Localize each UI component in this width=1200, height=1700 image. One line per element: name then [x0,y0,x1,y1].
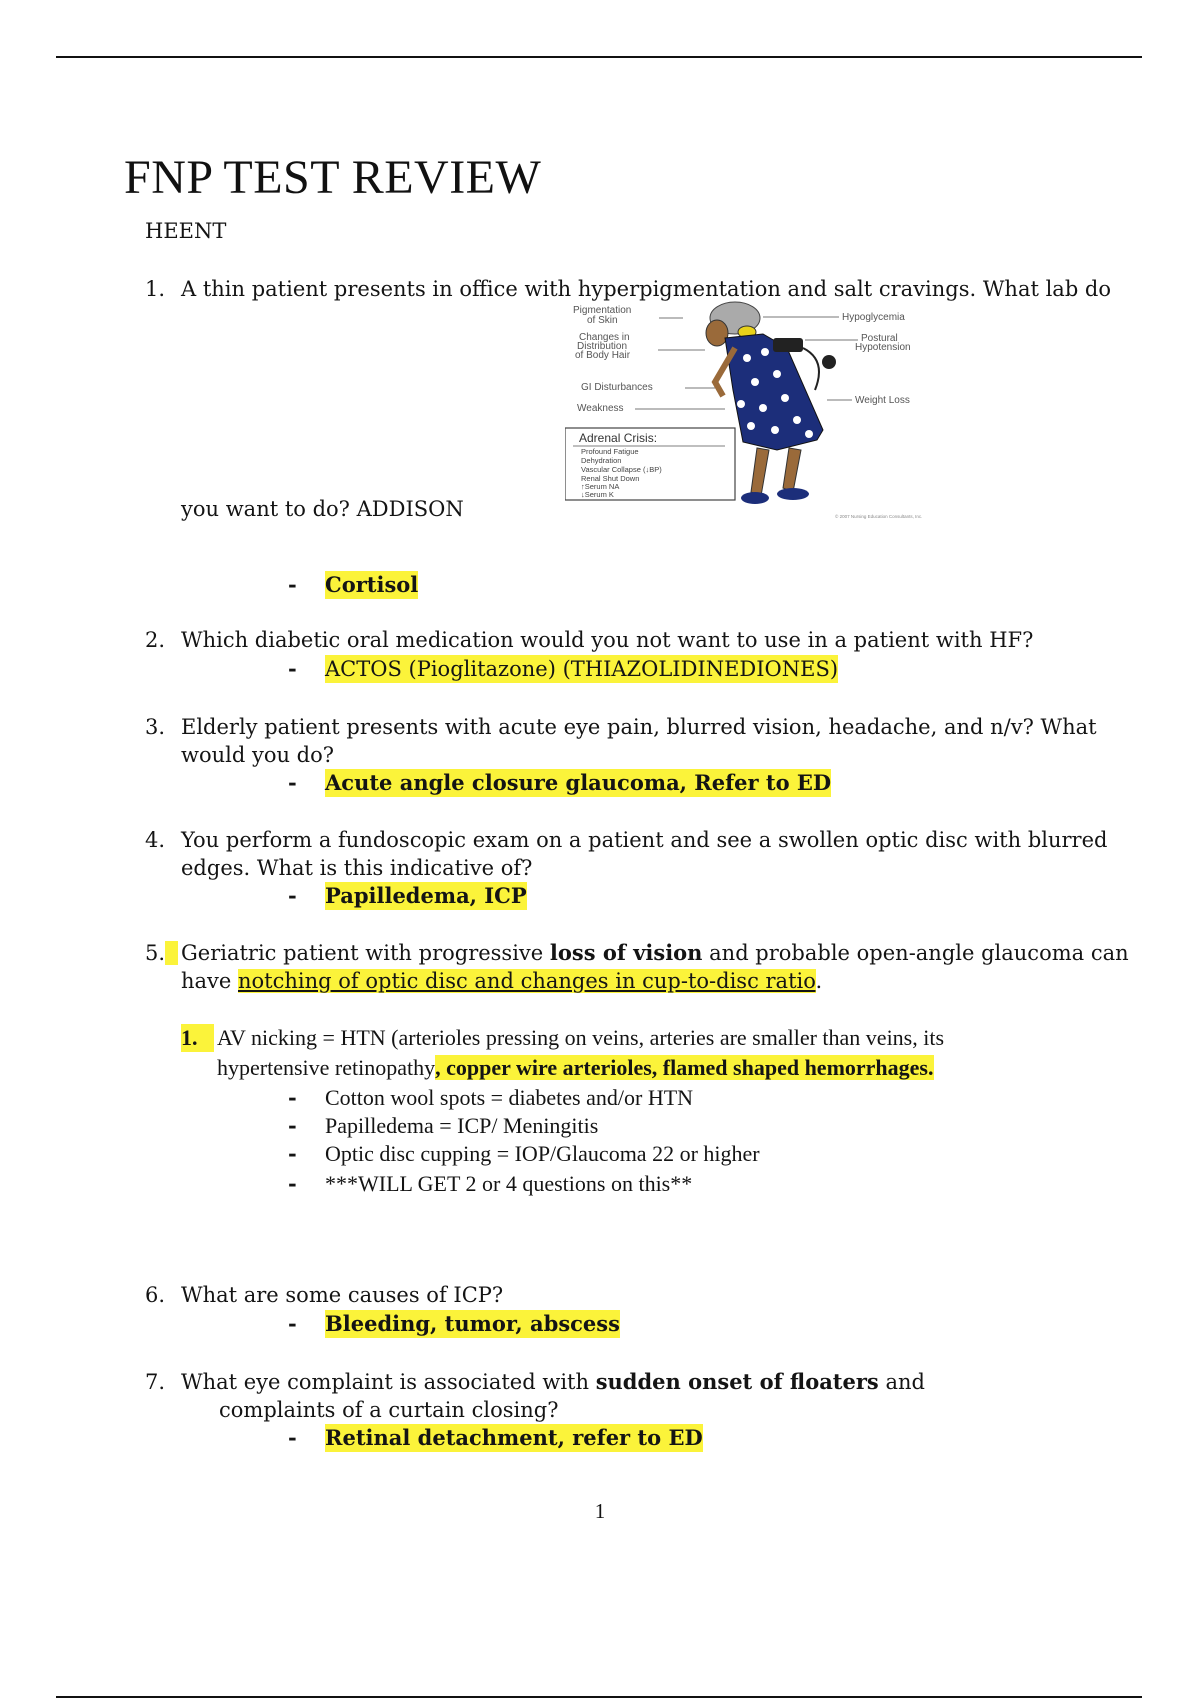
label-pigmentation: Pigmentation [573,305,632,316]
svg-text:↑Serum NA: ↑Serum NA [581,482,620,491]
bullet-dash: - [288,1425,297,1450]
svg-text:↓Serum K: ↓Serum K [581,490,614,499]
label-hair-3: of Body Hair [575,350,631,361]
question-1-line-2: you want to do? ADDISON [181,497,464,521]
answer-7: Retinal detachment, refer to ED [325,1425,703,1450]
answer-6: Bleeding, tumor, abscess [325,1311,620,1336]
answer-4: Papilledema, ICP [325,883,527,908]
question-5-line-2: have notching of optic disc and changes in cup-to-disc ratio. [181,969,823,993]
bullet-note: ***WILL GET 2 or 4 questions on this** [325,1171,693,1196]
label-hair: Changes in [579,332,630,343]
label-hypotension: Postural [861,333,898,344]
question-number: 4. [145,828,166,852]
bullet-dash: - [288,572,297,597]
bullet-dash: - [288,883,297,908]
bullet-cotton-wool: Cotton wool spots = diabetes and/or HTN [325,1085,694,1110]
section-heading: HEENT [145,219,227,243]
question-4-line-2: edges. What is this indicative of? [181,856,533,880]
answer-2: ACTOS (Pioglitazone) (THIAZOLIDINEDIONES) [325,657,839,681]
bullet-dash: - [288,1311,297,1336]
label-weakness: Weakness [577,403,624,414]
sub-item-number: 1. [181,1024,214,1052]
question-6-text: What are some causes of ICP? [181,1283,504,1307]
question-3-line-1: Elderly patient presents with acute eye pain, blurred vision, headache, and n/v? What [181,715,1097,739]
question-3-line-2: would you do? [181,743,335,767]
bullet-disc-cupping: Optic disc cupping = IOP/Glaucoma 22 or higher [325,1141,760,1166]
question-7-line-2: complaints of a curtain closing? [219,1398,559,1422]
label-hair-2: Distribution [577,341,628,352]
question-number: 1. [145,277,166,301]
label-weight-loss: Weight Loss [855,395,910,406]
svg-text:Dehydration: Dehydration [581,456,622,465]
svg-text:Profound Fatigue: Profound Fatigue [581,447,639,456]
document-title: FNP TEST REVIEW [124,151,542,204]
question-number: 2. [145,628,166,652]
bullet-dash: - [288,1113,297,1138]
bullet-dash: - [288,1085,297,1110]
question-number: 7. [145,1370,166,1394]
bullet-dash: - [288,770,297,795]
question-7-line-1: What eye complaint is associated with sudden onset of floaters and [181,1369,925,1394]
question-2-text: Which diabetic oral medication would you not want to use in a patient with HF? [181,628,1034,652]
question-5-line-1: Geriatric patient with progressive loss of vision and probable open-angle glaucoma can [181,940,1129,965]
svg-text:Vascular Collapse (↓BP): Vascular Collapse (↓BP) [581,465,662,474]
av-nicking-line-2: hypertensive retinopathy, copper wire arterioles, flamed shaped hemorrhages. [217,1055,934,1080]
page-number: 1 [594,1499,606,1523]
question-4-line-1: You perform a fundoscopic exam on a patient and see a swollen optic disc with blurred [181,828,1108,852]
top-rule [56,56,1142,58]
av-nicking-line-1: AV nicking = HTN (arterioles pressing on veins, arteries are smaller than veins, its [217,1025,945,1050]
bullet-dash: - [288,656,297,681]
figure-credit: © 2007 Nursing Education Consultants, Inc. [835,514,923,519]
label-gi: GI Disturbances [581,382,653,393]
question-1-line-1: A thin patient presents in office with hyperpigmentation and salt cravings. What lab do [181,277,1112,301]
svg-text:Adrenal Crisis:: Adrenal Crisis: [579,431,658,445]
bullet-dash: - [288,1171,297,1196]
bullet-papilledema: Papilledema = ICP/ Meningitis [325,1113,599,1138]
bottom-rule [56,1696,1142,1698]
label-hypoglycemia: Hypoglycemia [842,312,905,323]
question-number: 3. [145,715,166,739]
adrenal-crisis-box [565,428,735,500]
label-hypotension-2: Hypotension [855,342,911,353]
answer-1: Cortisol [325,572,419,597]
label-pigmentation-2: of Skin [587,315,618,326]
answer-3: Acute angle closure glaucoma, Refer to ED [325,770,832,795]
question-number: 6. [145,1283,166,1307]
question-number: 5. [145,939,178,967]
svg-text:Renal Shut Down: Renal Shut Down [581,474,640,483]
addison-disease-illustration [565,300,1010,522]
bullet-dash: - [288,1141,297,1166]
